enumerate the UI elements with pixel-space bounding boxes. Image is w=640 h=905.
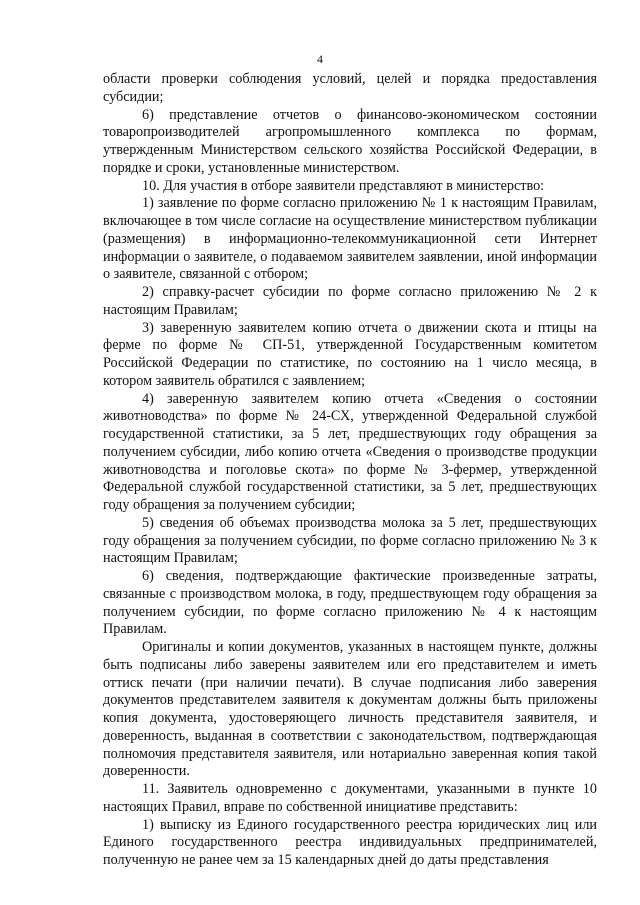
paragraph-item-5-milk-volumes: 5) сведения об объемах производства молока за 5 лет, предшествующих году обращения за получением субсидии, по форме согласно приложению № 3 к настоящим Правилам;: [103, 514, 597, 567]
paragraph-item-6-expenses: 6) сведения, подтверждающие фактические произведенные затраты, связанные с производством молока, в году, предшествующем году обращения за получением субсидии, по форме согласно приложению № 4 к настоящим Правилам.: [103, 568, 597, 638]
paragraph-item-6-reports: 6) представление отчетов о финансово-экономическом состоянии товаропроизводителей агропромышленного комплекса по формам, утвержденным Министерством сельского хозяйства Российской Федерации, в порядке и сроки, установленные министерством.: [103, 106, 597, 176]
paragraph-continuation: области проверки соблюдения условий, целей и порядка предоставления субсидии;: [103, 71, 597, 105]
paragraph-item-2-calculation: 2) справку-расчет субсидии по форме согласно приложению № 2 к настоящим Правилам;: [103, 284, 597, 318]
paragraph-section-10: 10. Для участия в отборе заявители представляют в министерство:: [142, 177, 545, 194]
document-body: [103, 71, 597, 870]
page-number: 4: [317, 52, 323, 66]
paragraph-item-4-statistics-report: 4) заверенную заявителем копию отчета «Сведения о состоянии животноводства» по форме № 24-СХ, утвержденной Федеральной службой государственной статистики, за 5 лет, предшествующих году обращения за получением субсидии, либо копию отчета «Сведения о производстве продукции животноводства и поголовье скота» по форме № 3-фермер, утвержденной Федеральной службой государственной статистики, за 5 лет, предшествующих году обращения за получением субсидии;: [103, 390, 597, 513]
paragraph-item-3-livestock-report: 3) заверенную заявителем копию отчета о движении скота и птицы на ферме по форме № СП-51, утвержденной Государственным комитетом Российской Федерации по статистике, по состоянию на 1 число месяца, в котором заявитель обратился с заявлением;: [103, 319, 597, 389]
paragraph-originals-copies: Оригиналы и копии документов, указанных в настоящем пункте, должны быть подписаны либо заверены заявителем или его представителем и иметь оттиск печати (при наличии печати). В случае подписания либо заверения документов представителем заявителя к документам должны быть приложены копия документа, удостоверяющего личность представителя заявителя, и доверенность, выданная в соответствии с законодательством, подтверждающая полномочия представителя заявителя, или нотариально заверенная копия такой доверенности.: [103, 639, 597, 780]
paragraph-item-1-application: 1) заявление по форме согласно приложению № 1 к настоящим Правилам, включающее в том числе согласие на осуществление министерством публикации (размещения) в информационно-телекоммуникационной сети Интернет информации о заявителе, о подаваемом заявителем заявлении, иной информации о заявителе, связанной с отбором;: [103, 195, 597, 283]
paragraph-item-1-registry-extract: 1) выписку из Единого государственного реестра юридических лиц или Единого государственного реестра индивидуальных предпринимателей, полученную не ранее чем за 15 календарных дней до даты представления: [103, 816, 597, 868]
paragraph-section-11: 11. Заявитель одновременно с документами, указанными в пункте 10 настоящих Правил, вправе по собственной инициативе представить:: [103, 781, 597, 815]
